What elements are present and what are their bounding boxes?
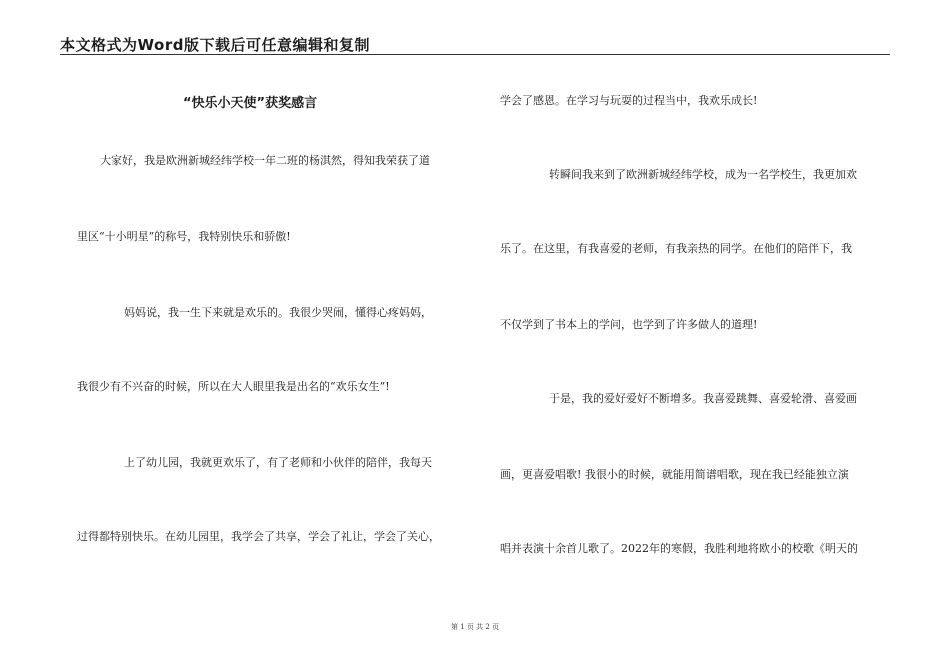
paragraph-line: 我很少有不兴奋的时候，所以在大人眼里我是出名的“欢乐女生”! [77, 380, 390, 393]
paragraph-line: 里区“十小明星”的称号，我特别快乐和骄傲! [77, 230, 291, 243]
page-header [60, 30, 890, 55]
paragraph-line: 学会了感恩。在学习与玩耍的过程当中，我欢乐成长! [500, 94, 758, 107]
paragraph-line: 妈妈说，我一生下来就是欢乐的。我很少哭闹，懂得心疼妈妈， [124, 306, 432, 319]
paragraph-line: 不仅学到了书本上的学问，也学到了许多做人的道理! [500, 318, 758, 331]
paragraph-line: 过得都特别快乐。在幼儿园里，我学会了共享，学会了礼让，学会了关心， [77, 530, 440, 543]
paragraph-line: 乐了。在这里，有我喜爱的老师，有我亲热的同学。在他们的陪伴下，我 [500, 242, 852, 255]
paragraph-line: 唱并表演十余首儿歌了。2022年的寒假，我胜利地将欧小的校歌《明天的 [500, 542, 858, 555]
header-notice: 本文格式为Word版下载后可任意编辑和复制 [60, 36, 370, 54]
paragraph-line: 大家好，我是欧洲新城经纬学校一年二班的杨淇然，得知我荣获了道 [100, 154, 430, 167]
paragraph-line: 转瞬间我来到了欧洲新城经纬学校，成为一名学校生，我更加欢 [549, 168, 857, 181]
page-number: 第 1 页 共 2 页 [450, 623, 500, 631]
paragraph-line: 于是，我的爱好爱好不断增多。我喜爱跳舞、喜爱轮滑、喜爱画 [549, 392, 857, 405]
document-title: “快乐小天使”获奖感言 [183, 96, 318, 111]
paragraph-line: 上了幼儿园，我就更欢乐了，有了老师和小伙伴的陪伴，我每天 [124, 456, 432, 469]
paragraph-line: 画，更喜爱唱歌! 我很小的时候，就能用简谱唱歌，现在我已经能独立演 [500, 468, 849, 481]
